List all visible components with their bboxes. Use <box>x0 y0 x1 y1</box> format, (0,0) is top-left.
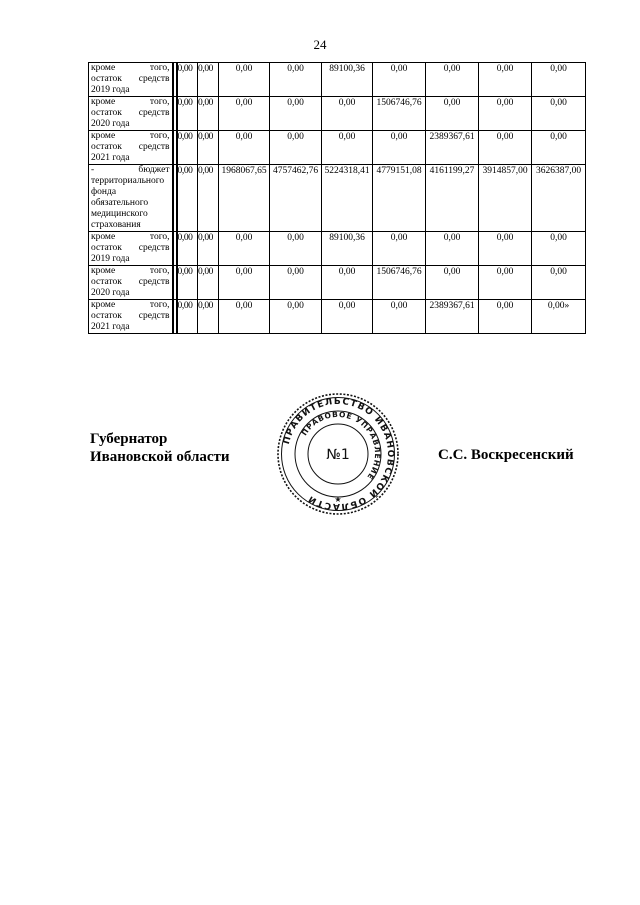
value-cell-c9: 0,00 <box>532 97 586 131</box>
row-description: кроме того, остаток средств 2021 года <box>89 300 173 334</box>
value-cell-c5: 0,00 <box>322 266 373 300</box>
row-description: - бюджет территориального фонда обязательного медицинского страхования <box>89 165 173 232</box>
row-description: кроме того, остаток средств 2021 года <box>89 131 173 165</box>
row-description: кроме того, остаток средств 2019 года <box>89 232 173 266</box>
value-cell-c4: 0,00 <box>270 266 322 300</box>
value-cell-c9: 0,00» <box>532 300 586 334</box>
value-cell-c5: 0,00 <box>322 97 373 131</box>
value-cell-c8: 0,00 <box>479 131 532 165</box>
table-row <box>89 63 586 97</box>
value-cell-c9: 3626387,00 <box>532 165 586 232</box>
value-cell-c2: 0,00 <box>198 266 219 300</box>
row-description: кроме того, остаток средств 2020 года <box>89 97 173 131</box>
value-cell-c9: 0,00 <box>532 266 586 300</box>
value-cell-c2: 0,00 <box>198 300 219 334</box>
value-cell-c8: 0,00 <box>479 232 532 266</box>
official-stamp <box>276 392 400 516</box>
value-cell-c7: 0,00 <box>426 63 479 97</box>
value-cell-c1: 0,00 <box>177 63 198 97</box>
value-cell-c3: 0,00 <box>219 63 270 97</box>
table-row <box>89 232 586 266</box>
stamp-inner-text: ПРАВОВОЕ УПРАВЛЕНИЕ <box>299 409 383 482</box>
table-body <box>89 63 586 334</box>
table-row <box>89 266 586 300</box>
svg-text:ПРАВОВОЕ УПРАВЛЕНИЕ <box>300 410 382 482</box>
value-cell-c6: 1506746,76 <box>373 266 426 300</box>
value-cell-c4: 0,00 <box>270 232 322 266</box>
value-cell-c1: 0,00 <box>177 266 198 300</box>
value-cell-c7: 4161199,27 <box>426 165 479 232</box>
value-cell-c7: 2389367,61 <box>426 300 479 334</box>
value-cell-c5: 0,00 <box>322 131 373 165</box>
row-description: кроме того, остаток средств 2019 года <box>89 63 173 97</box>
row-description: кроме того, остаток средств 2020 года <box>89 266 173 300</box>
value-cell-c2: 0,00 <box>198 131 219 165</box>
value-cell-c8: 0,00 <box>479 97 532 131</box>
value-cell-c7: 0,00 <box>426 97 479 131</box>
value-cell-c6: 1506746,76 <box>373 97 426 131</box>
value-cell-c3: 0,00 <box>219 266 270 300</box>
value-cell-c6: 0,00 <box>373 63 426 97</box>
value-cell-c6: 0,00 <box>373 232 426 266</box>
stamp-outer-text: ПРАВИТЕЛЬСТВО ИВАНОВСКОЙ ОБЛАСТИ <box>281 396 396 512</box>
value-cell-c9: 0,00 <box>532 232 586 266</box>
value-cell-c1: 0,00 <box>177 165 198 232</box>
value-cell-c4: 0,00 <box>270 300 322 334</box>
value-cell-c1: 0,00 <box>177 300 198 334</box>
value-cell-c1: 0,00 <box>177 97 198 131</box>
value-cell-c6: 4779151,08 <box>373 165 426 232</box>
value-cell-c5: 89100,36 <box>322 63 373 97</box>
value-cell-c8: 0,00 <box>479 63 532 97</box>
value-cell-c6: 0,00 <box>373 131 426 165</box>
value-cell-c4: 0,00 <box>270 97 322 131</box>
value-cell-c2: 0,00 <box>198 232 219 266</box>
value-cell-c7: 0,00 <box>426 266 479 300</box>
value-cell-c3: 1968067,65 <box>219 165 270 232</box>
star-icon: ★ <box>334 495 342 504</box>
value-cell-c5: 5224318,41 <box>322 165 373 232</box>
value-cell-c9: 0,00 <box>532 63 586 97</box>
value-cell-c7: 0,00 <box>426 232 479 266</box>
value-cell-c2: 0,00 <box>198 63 219 97</box>
table-row <box>89 131 586 165</box>
stamp-number: №1 <box>326 447 350 463</box>
value-cell-c9: 0,00 <box>532 131 586 165</box>
value-cell-c4: 4757462,76 <box>270 165 322 232</box>
table-row <box>89 300 586 334</box>
value-cell-c7: 2389367,61 <box>426 131 479 165</box>
value-cell-c1: 0,00 <box>177 232 198 266</box>
table-row <box>89 97 586 131</box>
value-cell-c2: 0,00 <box>198 165 219 232</box>
value-cell-c3: 0,00 <box>219 232 270 266</box>
value-cell-c5: 89100,36 <box>322 232 373 266</box>
signatory-title <box>90 430 230 466</box>
budget-table <box>88 62 586 334</box>
value-cell-c8: 0,00 <box>479 266 532 300</box>
table-row <box>89 165 586 232</box>
value-cell-c8: 0,00 <box>479 300 532 334</box>
value-cell-c4: 0,00 <box>270 63 322 97</box>
value-cell-c1: 0,00 <box>177 131 198 165</box>
value-cell-c2: 0,00 <box>198 97 219 131</box>
signatory-name: С.С. Воскресенский <box>438 447 574 463</box>
value-cell-c3: 0,00 <box>219 97 270 131</box>
value-cell-c5: 0,00 <box>322 300 373 334</box>
value-cell-c8: 3914857,00 <box>479 165 532 232</box>
signatory-title-line1: Губернатор <box>90 431 168 447</box>
value-cell-c3: 0,00 <box>219 131 270 165</box>
value-cell-c6: 0,00 <box>373 300 426 334</box>
signatory-title-line2: Ивановской области <box>90 449 230 465</box>
value-cell-c3: 0,00 <box>219 300 270 334</box>
value-cell-c4: 0,00 <box>270 131 322 165</box>
page-number: 24 <box>313 37 327 52</box>
